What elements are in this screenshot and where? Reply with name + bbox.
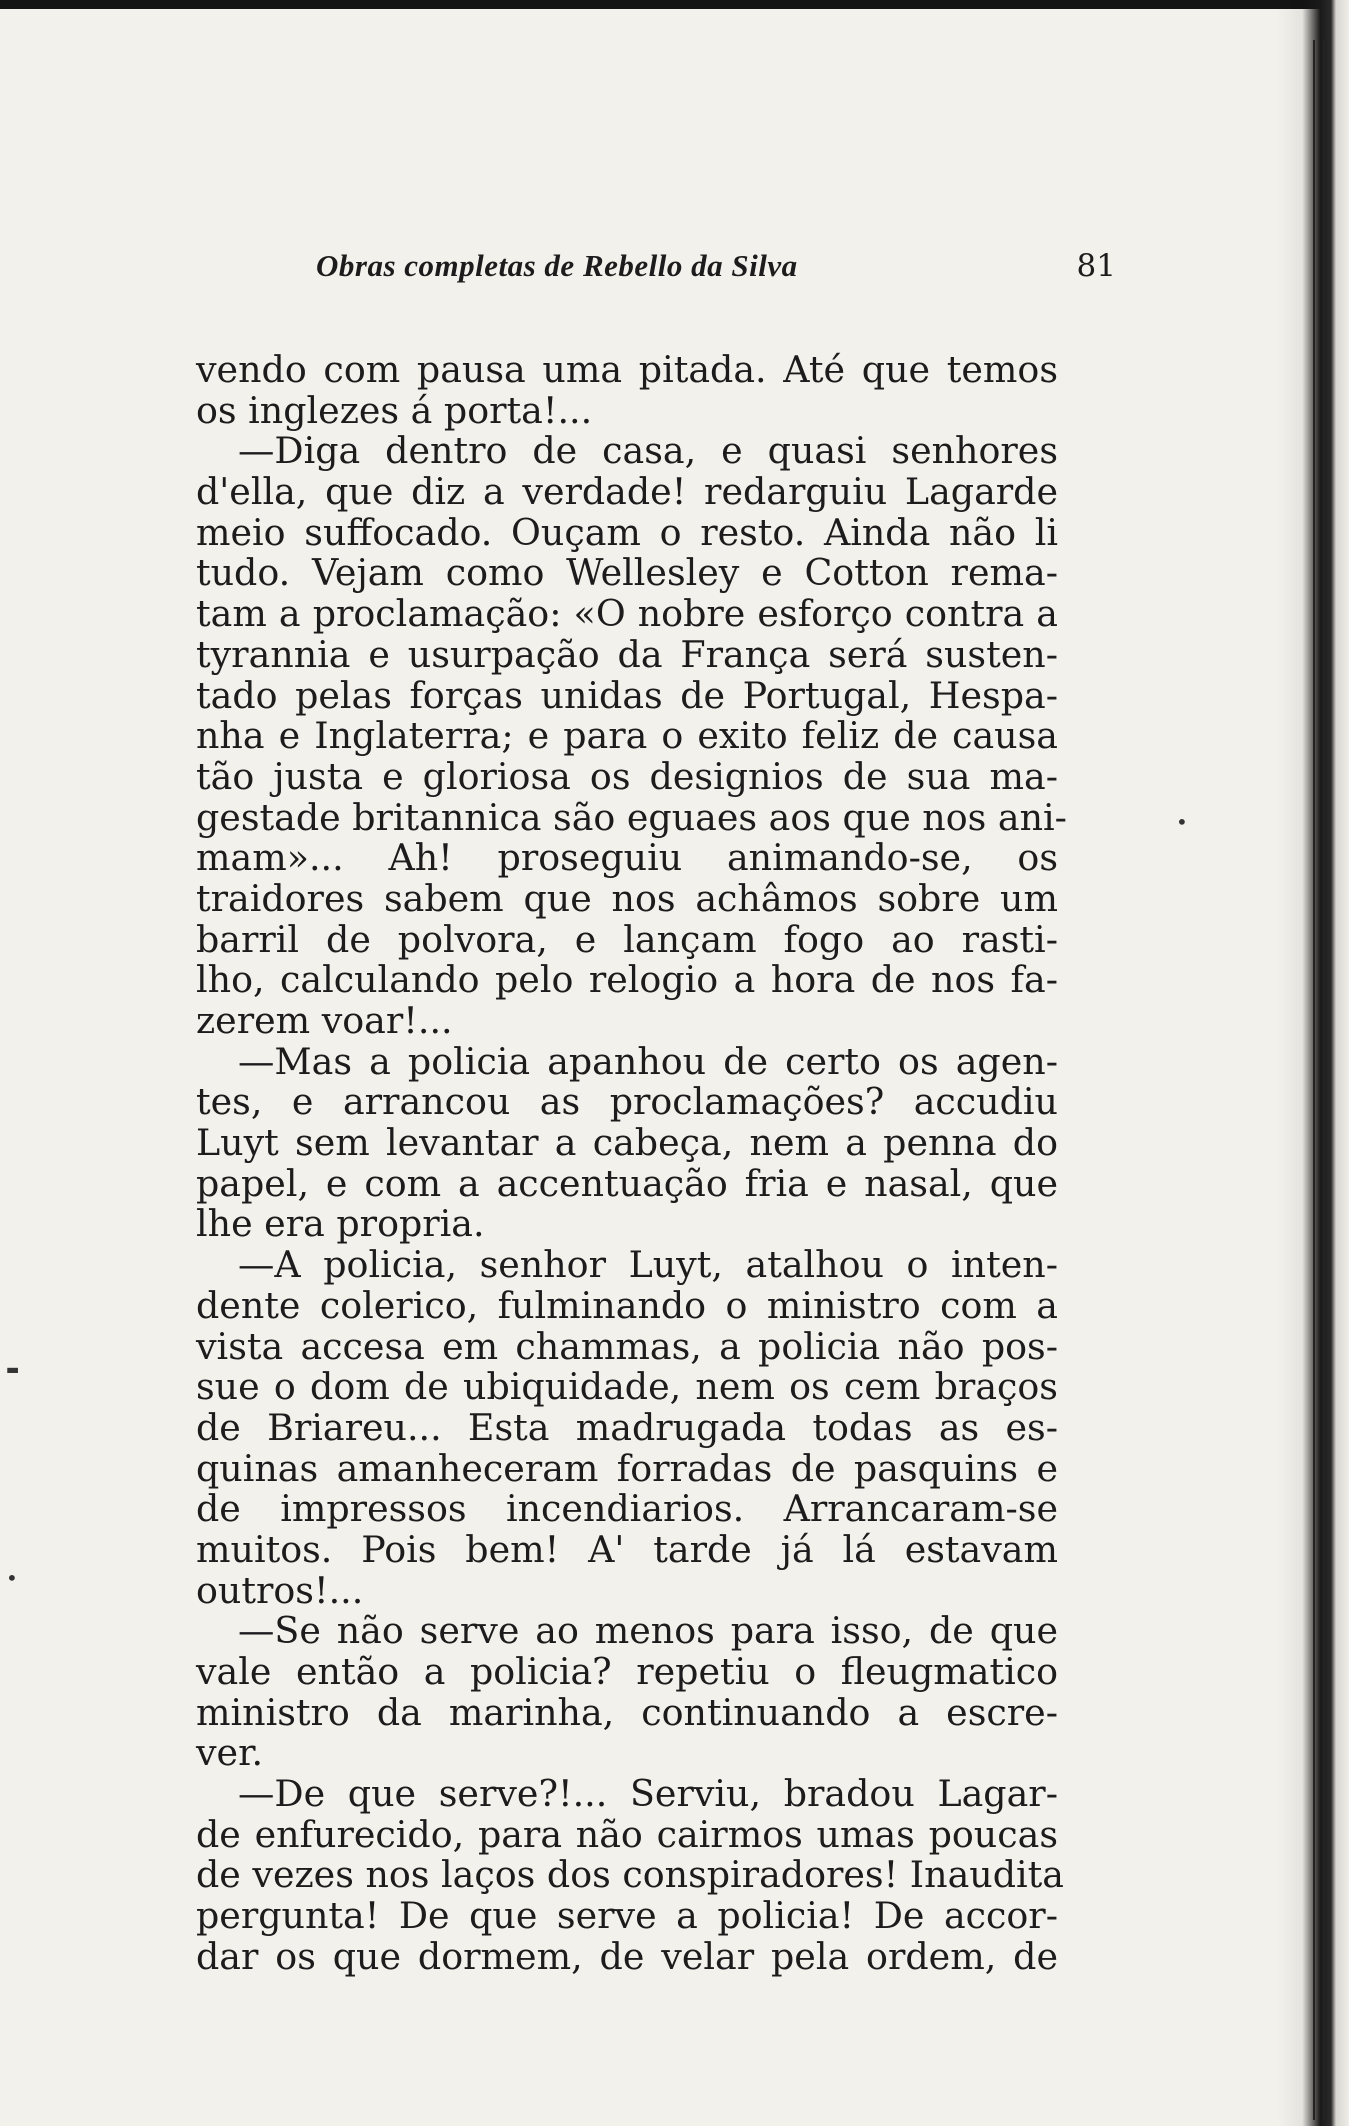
text-line: —Se não serve ao menos para isso, de que — [238, 1609, 1058, 1653]
text-line: tão justa e gloriosa os designios de sua ma- — [196, 754, 1058, 798]
text-line: —A policia, senhor Luyt, atalhou o inten- — [238, 1243, 1058, 1287]
text-line: vale então a policia? repetiu o fleugmatico — [196, 1650, 1058, 1693]
body-text — [196, 348, 1067, 1978]
text-line: tudo. Vejam como Wellesley e Cotton rema- — [196, 551, 1058, 595]
text-line: zerem voar!... — [196, 999, 453, 1042]
text-line: vista accesa em chammas, a policia não pos- — [196, 1324, 1058, 1368]
text-line: meio suffocado. Ouçam o resto. Ainda não li — [196, 510, 1058, 554]
text-line: barril de polvora, e lançam fogo ao rasti- — [196, 917, 1058, 961]
text-line: dar os que dormem, de velar pela ordem, de — [196, 1934, 1058, 1978]
text-line: ver. — [196, 1731, 264, 1775]
text-line: de vezes nos laços dos conspiradores! Inaudita — [196, 1853, 1064, 1897]
text-line: traidores sabem que nos achâmos sobre um — [196, 876, 1058, 920]
page-edge-line — [1323, 40, 1327, 2120]
text-line: ministro da marinha, continuando a escre- — [196, 1690, 1058, 1734]
text-line: —Mas a policia apanhou de certo os agen- — [238, 1039, 1058, 1083]
text-line: gestade britannica são eguaes aos que nos ani- — [196, 795, 1067, 839]
margin-dot: • — [1176, 810, 1188, 834]
text-line: dente colerico, fulminando o ministro com a — [196, 1283, 1058, 1327]
margin-dot: • — [6, 1566, 18, 1590]
text-line: muitos. Pois bem! A' tarde já lá estavam — [196, 1527, 1058, 1571]
text-line: tado pelas forças unidas de Portugal, Hespa- — [196, 673, 1058, 717]
text-line: nha e Inglaterra; e para o exito feliz de causa — [196, 714, 1058, 758]
text-line: de Briareu... Esta madrugada todas as es- — [196, 1405, 1058, 1449]
text-line: —De que serve?!... Serviu, bradou Lagar- — [238, 1772, 1058, 1816]
text-line: d'ella, que diz a verdade! redarguiu Lagarde — [196, 470, 1058, 514]
text-line: tes, e arrancou as proclamações? accudiu — [196, 1080, 1058, 1124]
text-line: de impressos incendiarios. Arrancaram-se — [196, 1487, 1058, 1531]
page-edge-line — [1313, 40, 1315, 2120]
text-line: os inglezes á porta!... — [196, 388, 593, 432]
text-line: vendo com pausa uma pitada. Até que temos — [196, 348, 1058, 391]
text-line: de enfurecido, para não cairmos umas poucas — [196, 1812, 1058, 1856]
top-border — [0, 0, 1349, 9]
text-line: lhe era propria. — [196, 1202, 485, 1246]
text-line: tyrannia e usurpação da França será susten- — [196, 632, 1058, 676]
margin-dot: ▬ — [6, 1362, 20, 1378]
text-line: —Diga dentro de casa, e quasi senhores — [238, 429, 1058, 473]
text-line: mam»... Ah! proseguiu animando-se, os — [196, 836, 1058, 880]
page-number: 81 — [1076, 248, 1116, 284]
text-line: pergunta! De que serve a policia! De accor- — [196, 1894, 1058, 1938]
text-line: outros!... — [196, 1568, 364, 1612]
text-line: papel, e com a accentuação fria e nasal, que — [196, 1161, 1058, 1205]
text-line: lho, calculando pelo relogio a hora de nos fa- — [196, 958, 1058, 1002]
text-line: Luyt sem levantar a cabeça, nem a penna do — [196, 1121, 1058, 1165]
running-title: Obras completas de Rebello da Silva — [316, 248, 798, 283]
page-header — [196, 248, 1116, 292]
text-line: tam a proclamação: «O nobre esforço contra a — [196, 592, 1058, 636]
text-line: quinas amanheceram forradas de pasquins e — [196, 1446, 1058, 1490]
text-line: sue o dom de ubiquidade, nem os cem braços — [196, 1365, 1058, 1409]
